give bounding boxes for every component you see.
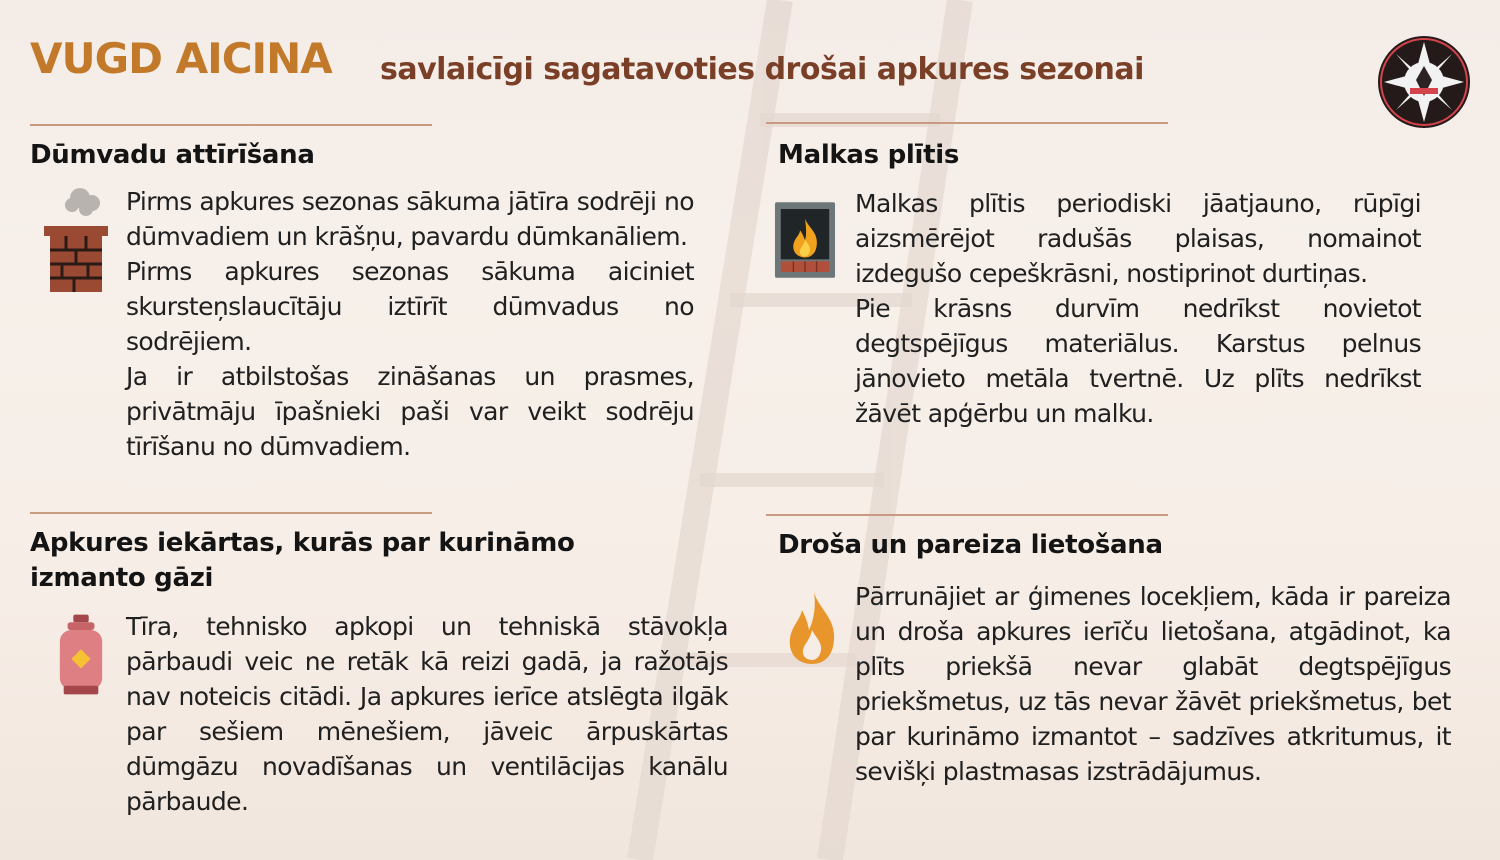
gas-cylinder-icon [56, 614, 106, 696]
section-text-safe-use [855, 579, 1451, 789]
section-divider [766, 514, 1168, 516]
section-title-gas-heating: Apkures iekārtas, kurās par kurināmo izmanto gāzi [30, 528, 575, 593]
paragraph: Tīra, tehnisko apkopi un tehniskā stāvokļa pārbaudi veic ne retāk kā reizi gadā, ja ražotājs nav noteicis citādi. Ja apkures ierīce atslēgta ilgāk par sešiem mēnešiem, jāveic ārpuskārtas dūmgāzu novadīšanas un ventilācijas kanālu pārbaude. [126, 612, 728, 816]
paragraph: Ja ir atbilstošas zināšanas un prasmes, privātmāju īpašnieki paši var veikt sodrēju tīrīšanu no dūmvadiem. [126, 362, 694, 461]
header-subtitle: savlaicīgi sagatavoties drošai apkures sezonai [380, 52, 1144, 87]
paragraph: Pirms apkures sezonas sākuma jātīra sodrēji no dūmvadiem un krāšņu, pavardu dūmkanāliem. [126, 187, 694, 251]
section-divider [30, 124, 432, 126]
paragraph: Malkas plītis periodiski jāatjauno, rūpīgi aizsmērējot radušās plaisas, nomainot izdegušo cepeškrāsni, nostiprinot durtiņas. [855, 189, 1421, 288]
section-divider [766, 122, 1168, 124]
chimney-smoke-icon [42, 184, 112, 294]
section-text-chimney [126, 184, 694, 464]
section-divider [30, 512, 432, 514]
section-title-safe-use: Droša un pareiza lietošana [778, 530, 1163, 560]
section-title-chimney: Dūmvadu attīrīšana [30, 140, 315, 170]
flame-icon [784, 590, 840, 666]
section-title-wood-stove: Malkas plītis [778, 140, 960, 170]
fireplace-icon [774, 200, 836, 280]
paragraph: Pie krāsns durvīm nedrīkst novietot degtspējīgus materiālus. Karstus pelnus jānovieto metāla tvertnē. Uz plīts nedrīkst žāvēt apģērbu un malku. [855, 294, 1421, 428]
paragraph: Pārrunājiet ar ģimenes locekļiem, kāda ir pareiza un droša apkures ierīču lietošana, atgādinot, ka plīts priekšā nevar glabāt degtspējīgus priekšmetus, uz tās nevar žāvēt priekšmetus, bet par kurināmo izmantot – sadzīves atkritumus, it sevišķi plastmasas izstrādājumus. [855, 582, 1451, 786]
paragraph: Pirms apkures sezonas sākuma aiciniet skursteņslaucītāju iztīrīt dūmvadus no sodrējiem. [126, 257, 694, 356]
header-title: VUGD AICINA [30, 34, 332, 83]
vugd-emblem-icon [1376, 34, 1472, 130]
section-text-wood-stove [855, 186, 1421, 431]
section-text-gas-heating [126, 609, 728, 819]
